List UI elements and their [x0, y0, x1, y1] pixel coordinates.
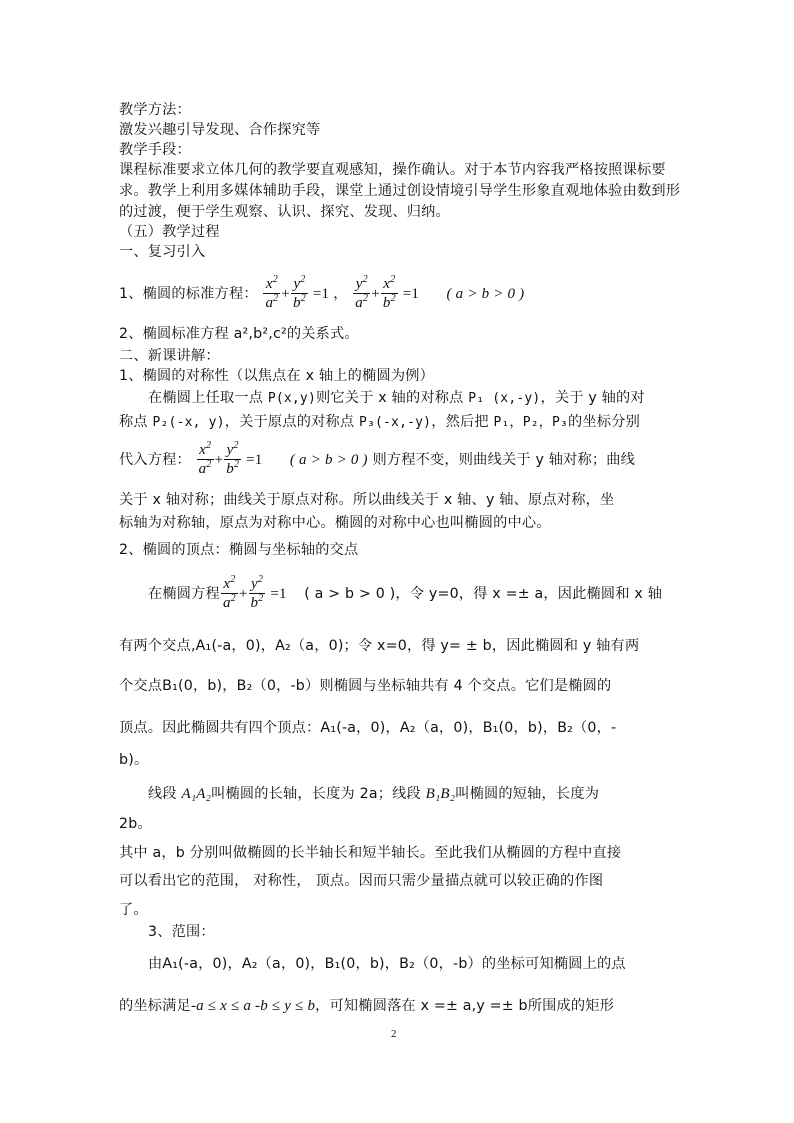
means-paragraph-line-1: 课程标准要求立体几何的教学要直观感知，操作确认。对于本节内容我严格按照课标要 [119, 162, 666, 178]
range-line-2 [119, 996, 614, 1016]
semi-axis-line-2: 可以看出它的范围， 对称性， 顶点。因而只需少量描点就可以较正确的作图 [119, 873, 604, 889]
segment-b1b2: B₁B₂ [425, 786, 456, 802]
new-lesson-heading: 二、新课讲解： [119, 348, 220, 364]
fraction-y2-b2: $\frac{y^2}{b^2}$ [293, 274, 306, 311]
vertex-heading: 2、椭圆的顶点：椭圆与坐标轴的交点 [119, 542, 359, 558]
fraction-x2-a2-c: $\frac{x^2}{a^2}$ [222, 574, 236, 611]
vertex-line-3: 个交点B₁(0，b)，B₂（0，-b）则椭圆与坐标轴共有 4 个交点。它们是椭圆的 [119, 678, 612, 694]
semi-axis-line-1: 其中 a，b 分别叫做椭圆的长半轴长和短半轴长。至此我们从椭圆的方程中直接 [119, 845, 622, 861]
fraction-y2-a2: $\frac{y^2}{a^2}$ [355, 274, 369, 311]
s1-l2-e: ，然后把 [431, 414, 494, 430]
s1-l2-g: 的坐标分别 [568, 414, 640, 430]
vertex-line-5: b)。 [119, 752, 149, 768]
means-heading: 教学手段： [119, 142, 191, 158]
s1-l2-a: 称点 [119, 414, 153, 430]
axis-line-2: 2b。 [119, 816, 152, 832]
s2-l6-c: 叫椭圆的长轴，长度为 2a；线段 [211, 786, 426, 802]
r2-text: 2、椭圆标准方程 a²,b²,c²的关系式。 [119, 326, 359, 342]
vertex-equation-line: 在椭圆方程 $\frac{x^2}{a^2}$ + $\frac{y^2}{b^2}$ =1 ( a > b > 0 )，令 y=0，得 x =± a，因此椭圆和 x 轴 [148, 574, 663, 611]
range-line-1: 由A₁(-a，0)，A₂（a，0)，B₁(0，b)，B₂（0，-b）的坐标可知椭圆上的点 [148, 956, 626, 972]
process-heading: （五）教学过程 [119, 224, 220, 240]
s2-l1-b: ( a > b > 0 )，令 y=0，得 x =± a，因此椭圆和 x 轴 [304, 586, 663, 602]
s1-text-a: 在椭圆上任取一点 [148, 390, 268, 406]
standard-equation-line: 1、椭圆的标准方程： $\frac{x^2}{a^2}$ + $\frac{y^2}{b^2}$ =1 ， $\frac{y^2}{a^2}$ + $\frac{x^2}{b^2}$ =1 ( a > b > 0 ) [119, 274, 525, 311]
point-p2: P₂(-x, y) [152, 415, 225, 430]
fraction-x2-b2: $\frac{x^2}{b^2}$ [382, 274, 396, 311]
semi-axis-line-3: 了。 [119, 902, 148, 918]
means-paragraph-line-2: 求。教学上利用多媒体辅助手段，课堂上通过创设情境引导学生形象直观地体验由数到形 [119, 183, 681, 199]
r1-condition: ( a > b > 0 ) [446, 286, 525, 302]
vertex-line-2: 有两个交点,A₁(-a，0)，A₂（a，0)；令 x=0，得 y= ± b，因此椭圆和 y 轴有两 [119, 638, 640, 654]
method-heading: 教学方法： [119, 102, 191, 118]
s1-l3-c: 则方程不变，则曲线关于 y 轴对称；曲线 [372, 452, 636, 468]
symmetry-line-4: 关于 x 轴对称；曲线关于原点对称。所以曲线关于 x 轴、y 轴、原点对称，坐 [119, 492, 615, 508]
vertex-line-4: 顶点。因此椭圆共有四个顶点：A₁(-a，0)，A₂（a，0)，B₁(0，b)，B₂（0，- [119, 720, 617, 736]
segment-a1a2: A₁A₂ [181, 786, 212, 802]
fraction-y2-b2-c: $\frac{y^2}{b^2}$ [250, 574, 264, 611]
point-p3: P₃(-x,-y) [358, 415, 432, 430]
review-heading: 一、复习引入 [119, 244, 206, 260]
point-p1: P₁ (x,-y) [468, 391, 541, 406]
method-text: 激发兴趣引导发现、合作探究等 [119, 122, 321, 138]
s1-condition: ( a > b > 0 ) [289, 452, 368, 468]
axis-line [148, 784, 599, 804]
s2-l6-a: 线段 [148, 786, 182, 802]
s1-text-e: ，关于 y 轴的对 [540, 390, 645, 406]
fraction-x2-a2-b: $\frac{x^2}{a^2}$ [198, 440, 212, 477]
s2-l6-e: 叫椭圆的短轴，长度为 [455, 786, 600, 802]
page-number: 2 [391, 1028, 397, 1040]
range-heading: 3、范围： [148, 924, 215, 940]
range-inequality: -a ≤ x ≤ a -b ≤ y ≤ b [190, 998, 316, 1014]
s1-l3-a: 代入方程： [119, 452, 191, 468]
fraction-y2-b2-b: $\frac{y^2}{b^2}$ [226, 440, 240, 477]
s2-l1-a: 在椭圆方程 [148, 586, 220, 602]
points-list: P₁，P₂，P₃ [493, 415, 569, 430]
s3-l2-a: 的坐标满足 [119, 998, 191, 1014]
s1-text-c: 则它关于 x 轴的对称点 [315, 390, 469, 406]
symmetry-equation-line: 代入方程： $\frac{x^2}{a^2}$ + $\frac{y^2}{b^2}$ =1 ( a > b > 0 ) 则方程不变，则曲线关于 y 轴对称；曲线 [119, 440, 636, 477]
symmetry-heading: 1、椭圆的对称性（以焦点在 x 轴上的椭圆为例） [119, 368, 434, 384]
s3-l2-c: ，可知椭圆落在 x =± a,y =± b所围成的矩形 [315, 998, 615, 1014]
symmetry-line-5: 标轴为对称轴，原点为对称中心。椭圆的对称中心也叫椭圆的中心。 [119, 515, 551, 531]
s1-l2-c: ，关于原点的对称点 [224, 414, 359, 430]
symmetry-line-1 [148, 388, 645, 409]
point-p: P(x,y) [267, 391, 316, 406]
means-paragraph-line-3: 的过渡，便于学生观察、认识、探究、发现、归纳。 [119, 204, 450, 220]
fraction-x2-a2: $\frac{x^2}{a^2}$ [265, 274, 279, 311]
r1-prefix: 1、椭圆的标准方程： [119, 286, 258, 302]
symmetry-line-2 [119, 412, 640, 433]
